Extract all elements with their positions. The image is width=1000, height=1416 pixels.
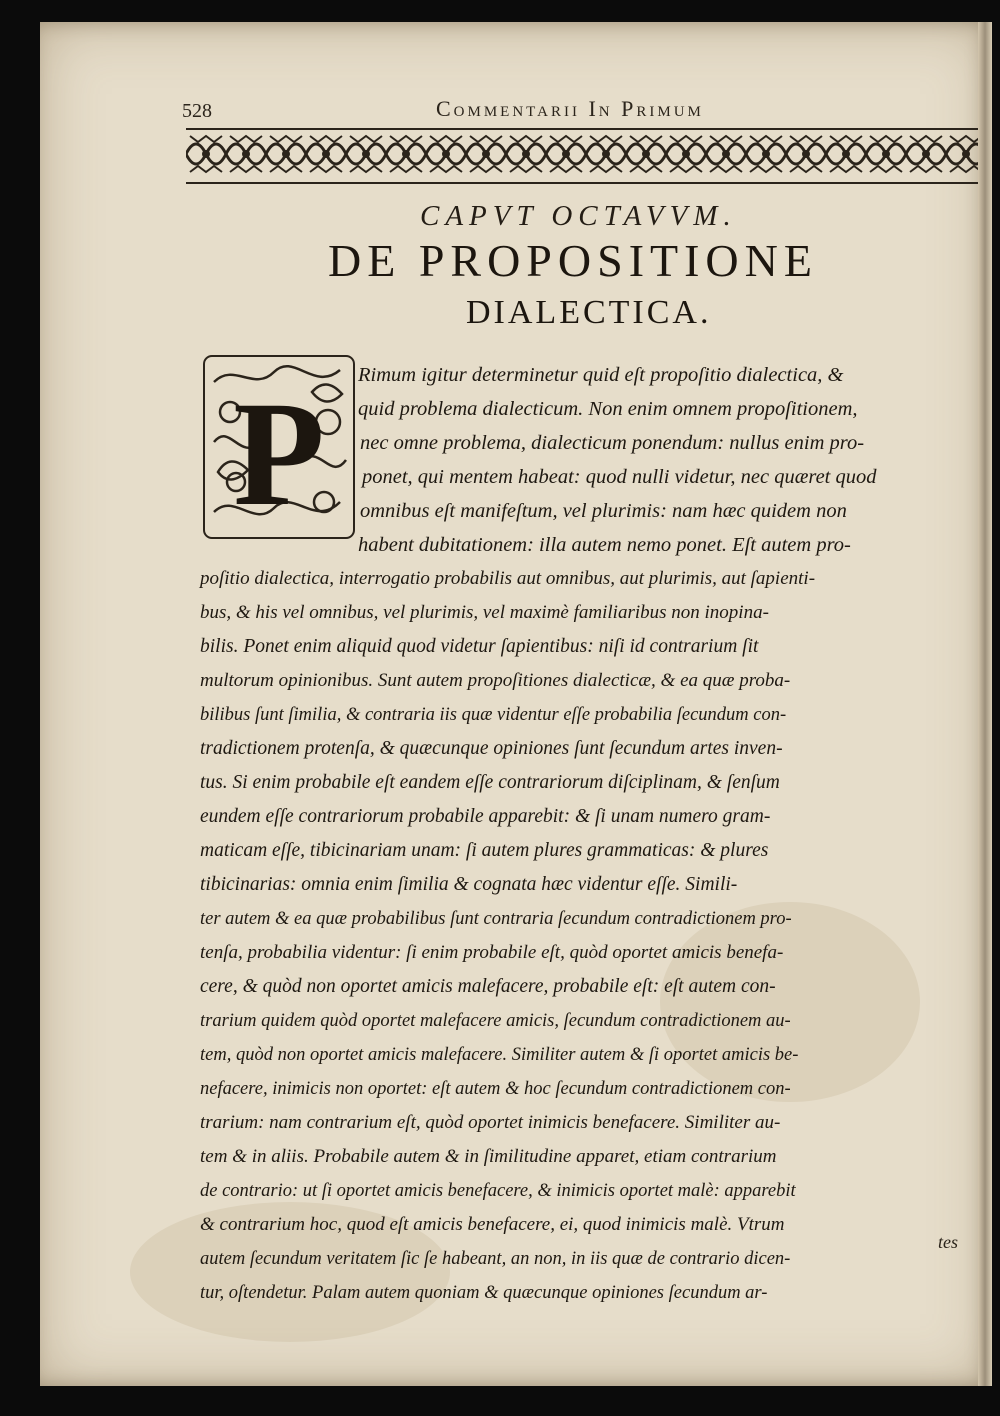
body-line: ponet, qui mentem habeat: quod nulli videtur, nec quæret quod — [362, 466, 877, 488]
body-line: nefacere, inimicis non oportet: eſt autem & hoc ſecundum contradictionem con- — [200, 1079, 791, 1099]
body-line: tenſa, probabilia videntur: ſi enim probabile eſt, quòd oportet amicis benefa- — [200, 942, 784, 963]
body-line: & contrarium hoc, quod eſt amicis benefacere, ei, quod inimicis malè. Vtrum — [200, 1214, 785, 1235]
body-line: multorum opinionibus. Sunt autem propoſitiones dialecticæ, & ea quæ proba- — [200, 670, 791, 691]
body-line: de contrario: ut ſi oportet amicis benefacere, & inimicis oportet malè: apparebit — [200, 1181, 796, 1201]
body-line: eundem eſſe contrariorum probabile apparebit: & ſi unam numero gram- — [200, 806, 771, 827]
body-line: nec omne problema, dialecticum ponendum: nullus enim pro- — [360, 432, 865, 454]
body-line: tibicinarias: omnia enim ſimilia & cognata hæc videntur eſſe. Simili- — [200, 874, 738, 895]
ornament-band — [186, 128, 986, 184]
body-line: tradictionem protenſa, & quæcunque opiniones ſunt ſecundum artes inven- — [200, 738, 783, 759]
body-text — [40, 358, 992, 1303]
body-line: habent dubitationem: illa autem nemo ponet. Eſt autem pro- — [358, 534, 851, 556]
body-line: trarium quidem quòd oportet malefacere amicis, ſecundum contradictionem au- — [200, 1011, 791, 1031]
body-line: autem ſecundum veritatem ſic ſe habeant, an non, in iis quæ de contrario dicen- — [200, 1249, 791, 1269]
body-line: cere, & quòd non oportet amicis malefacere, probabile eſt: eſt autem con- — [200, 976, 776, 997]
body-line: tur, oſtendetur. Palam autem quoniam & quæcunque opiniones ſecundum ar- — [200, 1283, 768, 1303]
page-number: 528 — [182, 100, 212, 122]
body-line: tem & in aliis. Probabile autem & in ſimilitudine apparet, etiam contrarium — [200, 1146, 777, 1167]
chapter-subtitle: DIALECTICA. — [466, 294, 712, 331]
body-line: poſitio dialectica, interrogatio probabilis aut omnibus, aut plurimis, aut ſapienti- — [200, 568, 816, 589]
chapter-label: CAPVT OCTAVVM. — [420, 200, 737, 232]
body-line: quid problema dialecticum. Non enim omnem propoſitionem, — [358, 398, 858, 420]
chapter-title: DE PROPOSITIONE — [328, 235, 818, 286]
drop-cap-letter: P — [233, 371, 325, 537]
body-line: bus, & his vel omnibus, vel plurimis, vel maximè familiaribus non inopina- — [200, 602, 769, 623]
body-line: maticam eſſe, tibicinariam unam: ſi autem plures grammaticas: & plures — [200, 840, 769, 861]
catchword: tes — [938, 1232, 958, 1252]
body-line: tem, quòd non oportet amicis malefacere. Similiter autem & ſi oportet amicis be- — [200, 1045, 799, 1065]
page-edge — [978, 22, 992, 1386]
ornament-pattern-icon — [186, 130, 986, 178]
body-line: tus. Si enim probabile eſt eandem eſſe contrariorum diſciplinam, & ſenſum — [200, 772, 780, 793]
running-title: Commentarii In Primum — [436, 96, 704, 121]
body-line: trarium: nam contrarium eſt, quòd oportet inimicis benefacere. Similiter au- — [200, 1112, 781, 1133]
body-line: bilis. Ponet enim aliquid quod videtur ſapientibus: niſi id contrarium ſit — [200, 636, 759, 657]
book-page — [40, 22, 992, 1386]
body-line: omnibus eſt manifeſtum, vel plurimis: nam hæc quidem non — [360, 500, 847, 522]
body-line: ter autem & ea quæ probabilibus ſunt contraria ſecundum contradictionem pro- — [200, 909, 792, 929]
body-line: bilibus ſunt ſimilia, & contraria iis quæ videntur eſſe probabilia ſecundum con- — [200, 705, 787, 725]
body-line: Rimum igitur determinetur quid eſt propoſitio dialectica, & — [358, 364, 844, 386]
